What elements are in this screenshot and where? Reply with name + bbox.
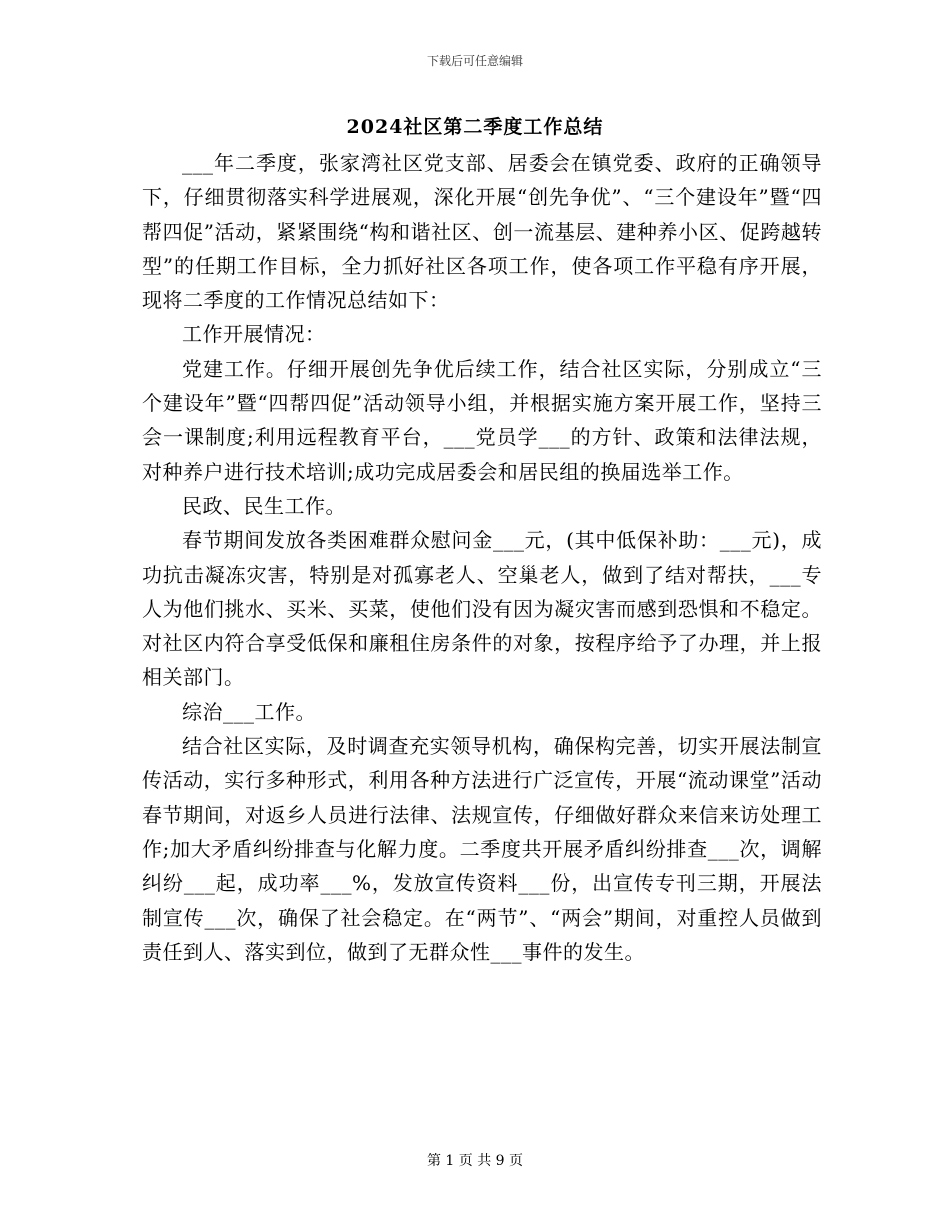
paragraph-intro: ___年二季度，张家湾社区党支部、居委会在镇党委、政府的正确领导下，仔细贯彻落实科学进展观，深化开展“创先争优”、“三个建设年”暨“四帮四促”活动，紧紧围绕“构和谐社区、创一流基层、建种养小区、促跨越转型”的任期工作目标，全力抓好社区各项工作，使各项工作平稳有序开展，现将二季度的工作情况总结如下： — [142, 151, 822, 313]
document-body — [142, 146, 822, 969]
document-title: 2024社区第二季度工作总结 — [346, 116, 604, 138]
paragraph-party-building: 党建工作。仔细开展创先争优后续工作，结合社区实际，分别成立“三个建设年”暨“四帮四促”活动领导小组，并根据实施方案开展工作，坚持三会一课制度;利用远程教育平台，___党员学___的方针、政策和法律法规，对种养户进行技术培训;成功完成居委会和居民组的换届选举工作。 — [142, 356, 822, 484]
paragraph-heading-civil-affairs: 民政、民生工作。 — [182, 493, 346, 518]
paragraph-comprehensive: 结合社区实际，及时调查充实领导机构，确保构完善，切实开展法制宣传活动，实行多种形式，利用各种方法进行广泛宣传，开展“流动课堂”活动春节期间，对返乡人员进行法律、法规宣传，仔细做好群众来信来访处理工作;加大矛盾纠纷排查与化解力度。二季度共开展矛盾纠纷排查___次，调解纠纷___起，成功率___%，发放宣传资料___份，出宣传专刊三期，开展法制宣传___次，确保了社会稳定。在“两节”、“两会”期间，对重控人员做到责任到人、落实到位，做到了无群众性___事件的发生。 — [142, 734, 822, 964]
paragraph-heading-work-status: 工作开展情况： — [182, 322, 326, 347]
paragraph-civil-affairs: 春节期间发放各类困难群众慰问金___元，(其中低保补助：___元)，成功抗击凝冻灾害，特别是对孤寡老人、空巢老人，做到了结对帮扶，___专人为他们挑水、买米、买菜，使他们没有因为凝灾害而感到恐惧和不稳定。对社区内符合享受低保和廉租住房条件的对象，按程序给予了办理，并上报相关部门。 — [142, 528, 822, 690]
paragraph-heading-comprehensive: 综治___工作。 — [182, 699, 316, 724]
page-footer: 第 1 页 共 9 页 — [426, 1153, 524, 1169]
header-note: 下载后可任意编辑 — [426, 54, 523, 68]
